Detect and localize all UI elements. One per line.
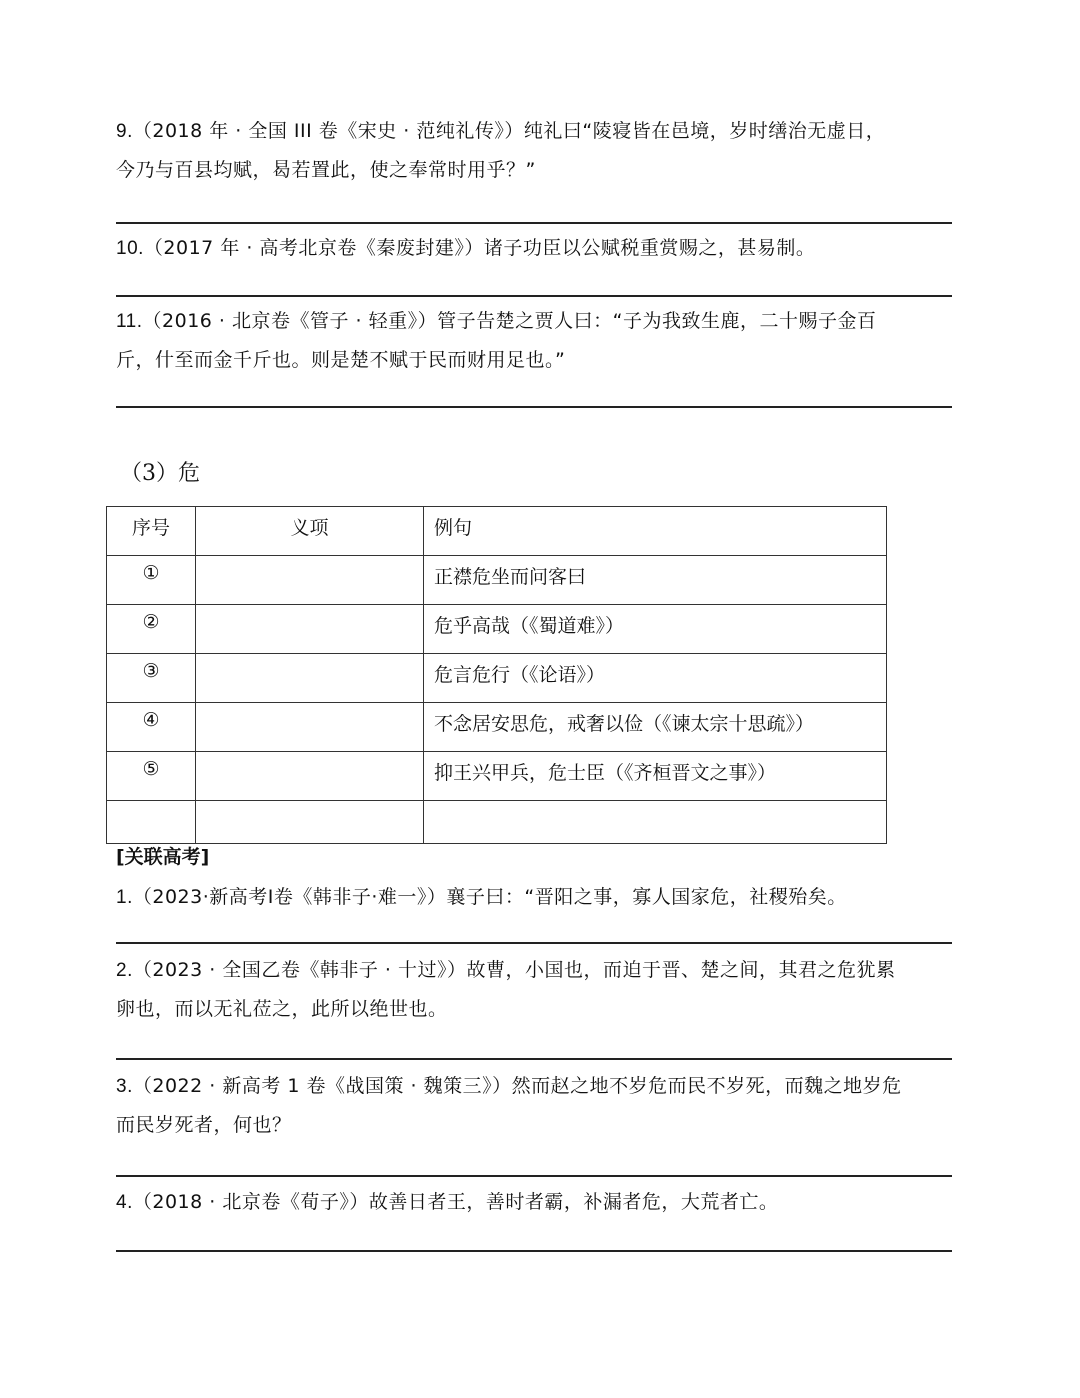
- section-title: （3）危: [120, 461, 200, 486]
- meaning-cell[interactable]: [196, 703, 424, 752]
- question-text: （2023 · 全国乙卷《韩非子 · 十过》）故曹，小国也，而迫于晋、楚之间，其君之危犹累: [132, 959, 896, 981]
- meaning-text: [196, 703, 423, 709]
- answer-line[interactable]: [116, 1175, 952, 1177]
- question-text: （2018 年 · 全国 III 卷《宋史 · 范纯礼传》）纯礼曰“陵寝皆在邑境，岁时缮治无虚日，: [132, 120, 886, 142]
- question-11: [116, 302, 966, 379]
- answer-line[interactable]: [116, 942, 952, 944]
- meaning-cell[interactable]: [196, 801, 424, 844]
- question-text: （2017 年 · 高考北京卷《秦废封建》）诸子功臣以公赋税重赏赐之，甚易制。: [143, 237, 816, 259]
- question-line: [116, 229, 966, 268]
- related-exam-title: [关联高考]: [116, 846, 210, 868]
- header-number: [107, 507, 196, 556]
- table-row: [107, 703, 887, 752]
- answer-line[interactable]: [116, 1058, 952, 1060]
- question-text: 卵也，而以无礼莅之，此所以绝世也。: [116, 998, 448, 1020]
- question-text: 斤，什至而金千斤也。则是楚不赋于民而财用足也。”: [116, 349, 566, 371]
- question-line: [116, 302, 966, 341]
- meaning-text: [196, 801, 423, 807]
- row-number: ④: [142, 709, 160, 731]
- answer-line[interactable]: [116, 295, 952, 297]
- question-number: 3.: [116, 1076, 133, 1097]
- example-cell: [424, 654, 887, 703]
- word-meaning-table: [106, 506, 887, 844]
- answer-line[interactable]: [116, 406, 952, 408]
- question-line: [116, 112, 966, 151]
- meaning-text: [196, 556, 423, 562]
- row-number: ①: [142, 562, 160, 584]
- example-text: 危言危行（《论语》）: [434, 664, 606, 686]
- question-number: 10.: [116, 238, 144, 259]
- table-row-empty: [107, 801, 887, 844]
- table-row: [107, 752, 887, 801]
- question-text: （2018 · 北京卷《荀子》）故善日者王，善时者霸，补漏者危，大荒者亡。: [132, 1191, 779, 1213]
- table-header-row: [107, 507, 887, 556]
- question-line: [116, 1067, 966, 1106]
- example-cell[interactable]: [424, 801, 887, 844]
- question-number: 2.: [116, 960, 133, 981]
- table-row: [107, 556, 887, 605]
- example-text: 抑王兴甲兵，危士臣（《齐桓晋文之事》）: [434, 762, 777, 784]
- example-cell: [424, 703, 887, 752]
- table-row: [107, 654, 887, 703]
- related-question-2: [116, 951, 966, 1028]
- example-text: 危乎高哉（《蜀道难》）: [434, 615, 625, 637]
- header-meaning: [196, 507, 424, 556]
- question-9: [116, 112, 966, 189]
- question-text: 今乃与百县均赋，曷若置此，使之奉常时用乎？”: [116, 159, 536, 181]
- example-text: 正襟危坐而问客曰: [434, 566, 587, 588]
- row-number-cell: [107, 605, 196, 654]
- meaning-text: [196, 654, 423, 660]
- question-10: [116, 229, 966, 268]
- related-question-3: [116, 1067, 966, 1144]
- answer-line[interactable]: [116, 222, 952, 224]
- meaning-cell[interactable]: [196, 556, 424, 605]
- row-number-cell: [107, 556, 196, 605]
- question-text: （2022 · 新高考 1 卷《战国策 · 魏策三》）然而赵之地不岁危而民不岁死，而魏之地岁危: [132, 1075, 902, 1097]
- meaning-text: [196, 752, 423, 758]
- question-text: （2023·新高考Ⅰ卷《韩非子·难一》）襄子曰：“晋阳之事，寡人国家危，社稷殆矣。: [132, 886, 847, 908]
- row-number-cell: [107, 654, 196, 703]
- row-number-cell[interactable]: [107, 801, 196, 844]
- header-label: 义项: [290, 517, 329, 539]
- related-question-1: [116, 878, 966, 917]
- table-row: [107, 605, 887, 654]
- row-number-cell: [107, 703, 196, 752]
- row-number: ⑤: [142, 758, 160, 780]
- example-cell: [424, 605, 887, 654]
- question-text: （2016 · 北京卷《管子 · 轻重》）管子告楚之贾人曰：“子为我致生鹿，二十赐子金百: [142, 310, 877, 332]
- header-example: [424, 507, 887, 556]
- row-number: [107, 801, 195, 807]
- question-line: [116, 878, 966, 917]
- answer-line[interactable]: [116, 1250, 952, 1252]
- meaning-cell[interactable]: [196, 605, 424, 654]
- question-text: 而民岁死者，何也？: [116, 1114, 292, 1136]
- example-text: [424, 801, 886, 807]
- header-label: 例句: [434, 517, 473, 539]
- related-question-4: [116, 1183, 966, 1222]
- row-number: ②: [142, 611, 160, 633]
- question-number: 9.: [116, 121, 133, 142]
- meaning-cell[interactable]: [196, 752, 424, 801]
- meaning-cell[interactable]: [196, 654, 424, 703]
- meaning-text: [196, 605, 423, 611]
- row-number: ③: [142, 660, 160, 682]
- question-number: 4.: [116, 1192, 133, 1213]
- question-line: [116, 1183, 966, 1222]
- example-cell: [424, 752, 887, 801]
- header-label: 序号: [131, 517, 170, 539]
- question-number: 11.: [116, 311, 143, 332]
- question-number: 1.: [116, 887, 133, 908]
- example-cell: [424, 556, 887, 605]
- question-line: [116, 951, 966, 990]
- row-number-cell: [107, 752, 196, 801]
- example-text: 不念居安思危，戒奢以俭（《谏太宗十思疏》）: [434, 713, 815, 735]
